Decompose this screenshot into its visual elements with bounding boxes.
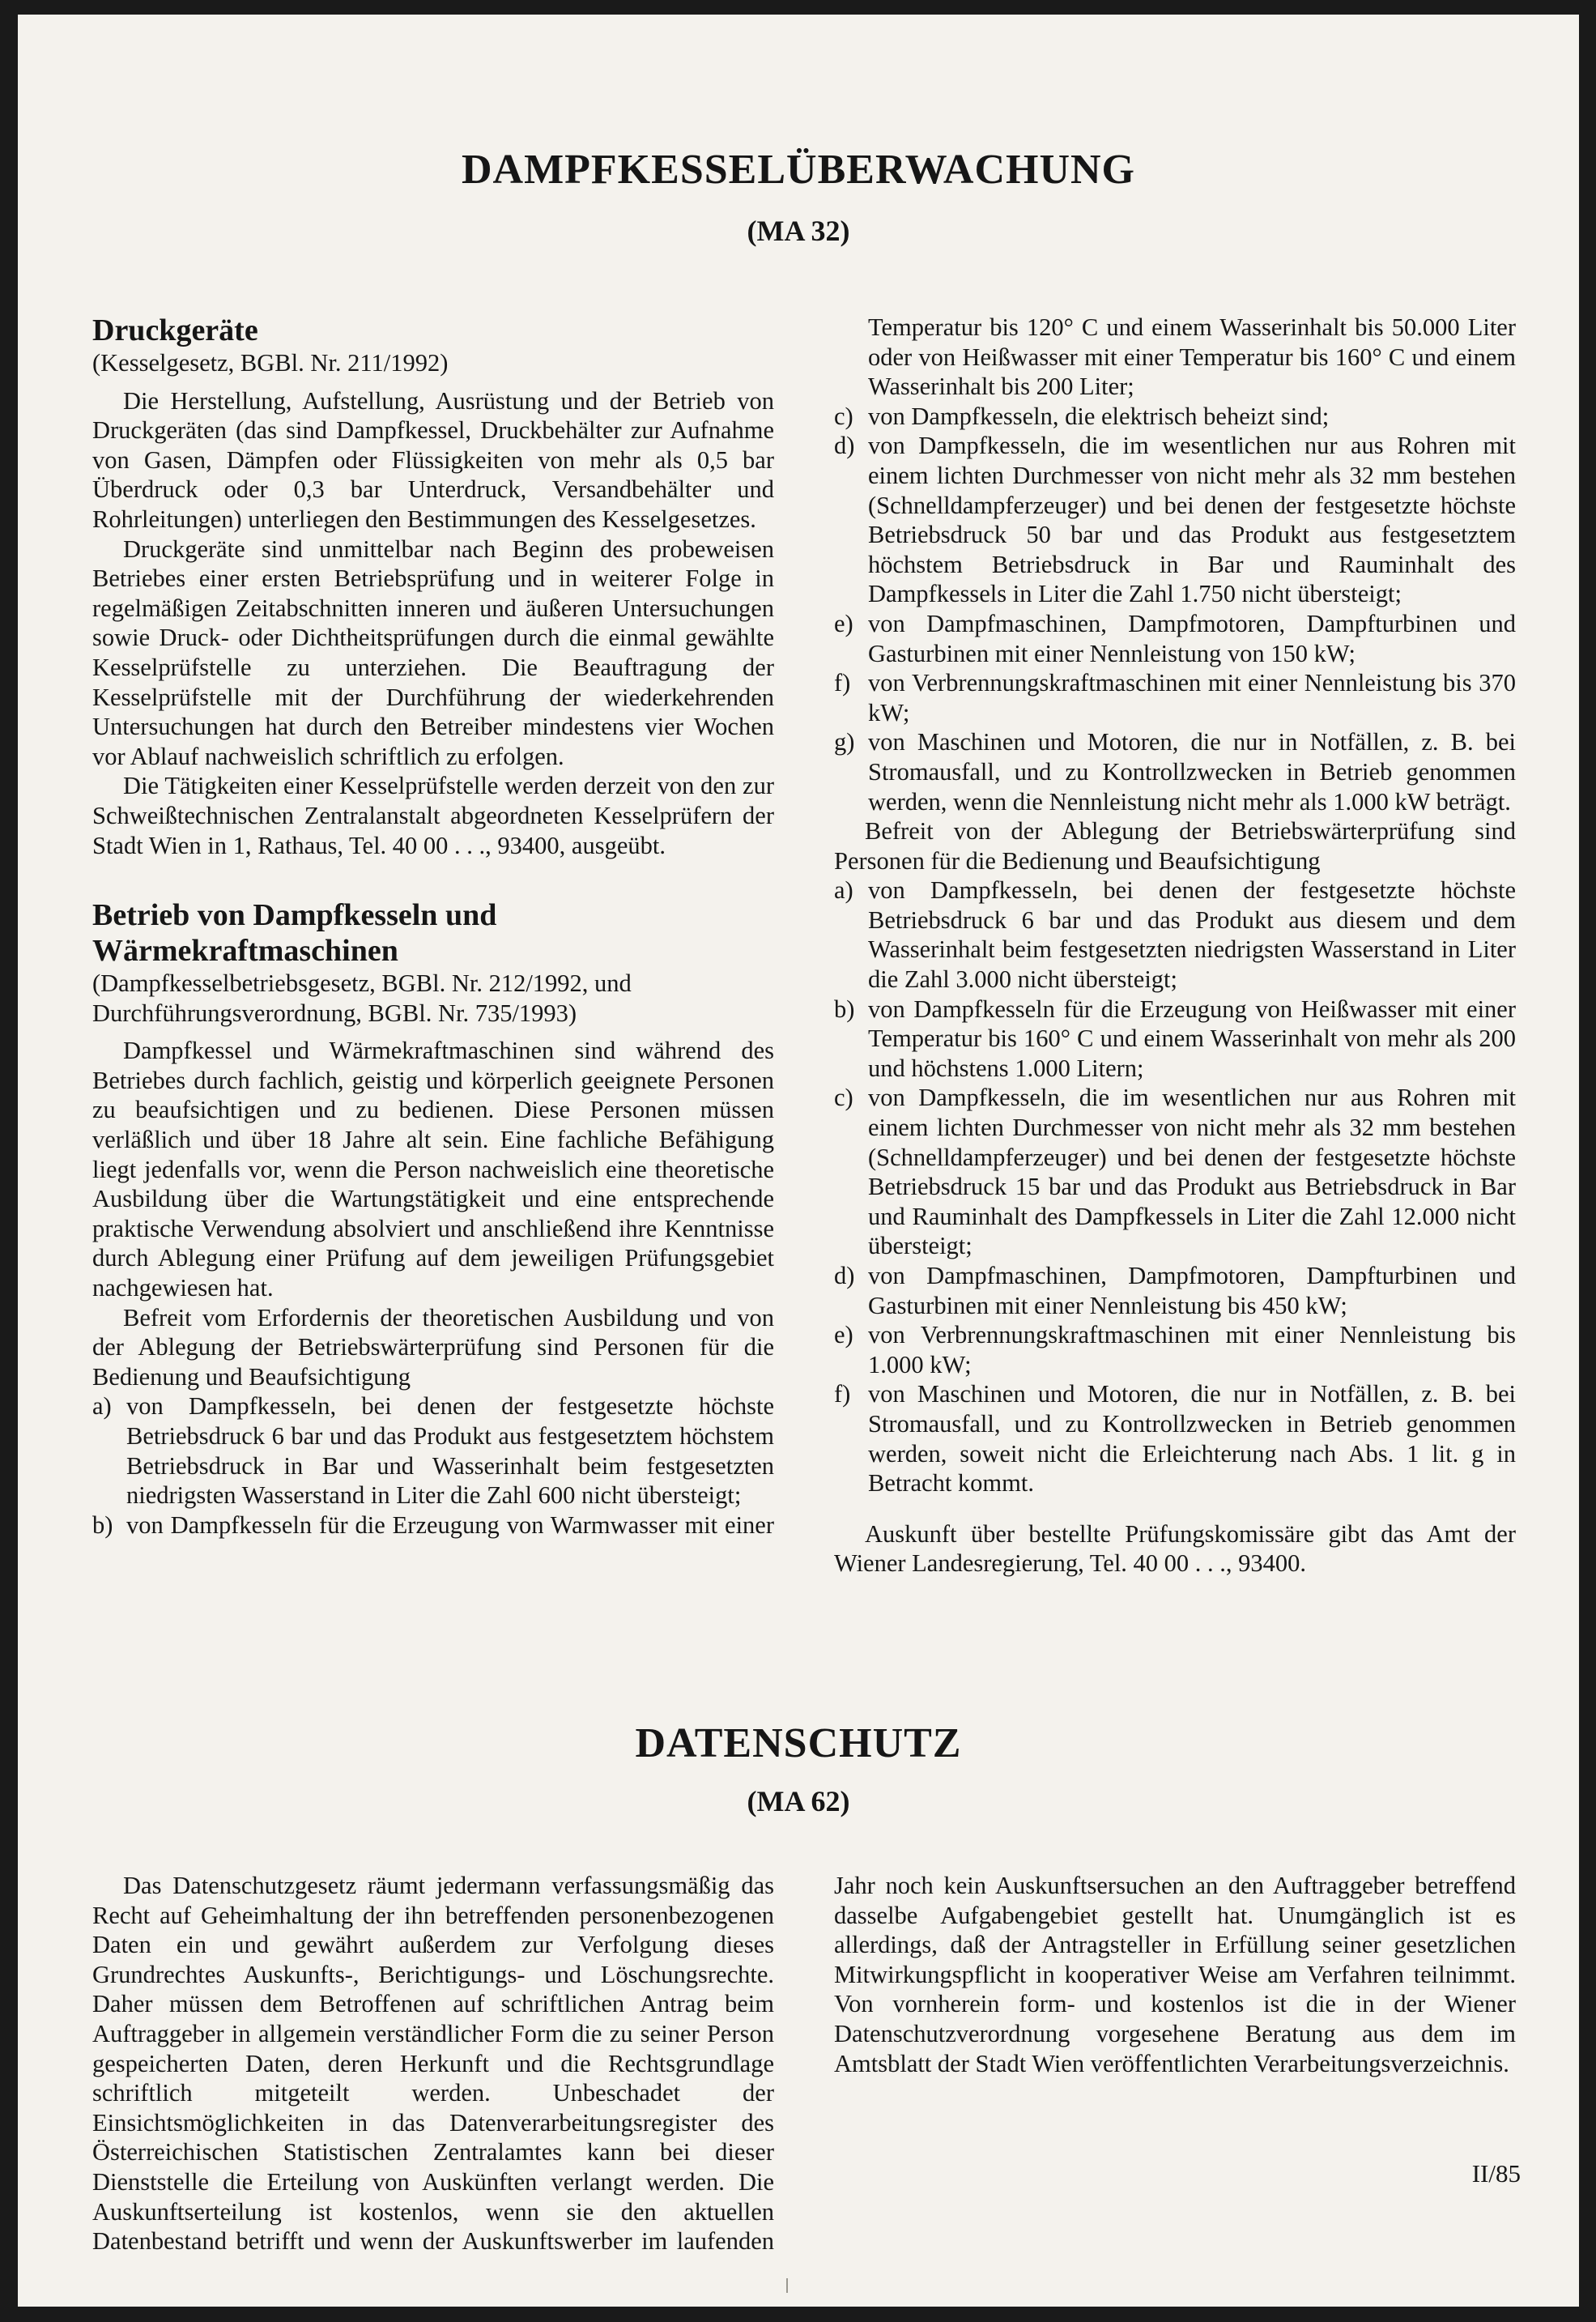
list-item-text: von Dampfmaschinen, Dampfmotoren, Dampfturbinen und Gasturbinen mit einer Nennleistung von 150 kW; (868, 609, 1516, 667)
list-item (834, 313, 1516, 402)
list-item-marker: a) (92, 1392, 112, 1421)
list-item (834, 431, 1516, 609)
dampf-left-column (92, 313, 774, 1540)
list-item-text: von Maschinen und Motoren, die nur in Notfällen, z. B. bei Stromausfall, und zu Kontrollzwecken in Betrieb genommen werden, soweit nicht die Erleichterung nach Abs. 1 lit. g in Betracht kommt. (868, 1380, 1516, 1498)
list-item-marker: g) (834, 728, 855, 756)
heading-druckgeraete: Druckgeräte (92, 313, 258, 347)
list-item (834, 402, 1516, 432)
law-reference-kesselgesetz: (Kesselgesetz, BGBl. Nr. 211/1992) (92, 349, 449, 377)
list-item-text: von Dampfkesseln für die Erzeugung von Warmwasser mit einer (126, 1510, 774, 1539)
list-item-text: von Dampfkesseln, die im wesentlichen nur aus Rohren mit einem lichten Durchmesser von nicht mehr als 32 mm bestehen (Schnelldampferzeuger) und bei denen der festgesetzte höchste Betriebsdruck 50 bar und das Produkt aus festgesetztem höchstem Betriebsdruck in Bar und Rauminhalt des Dampfkessels in Liter die Zahl 1.750 nicht übersteigt; (868, 432, 1516, 608)
binding-mark (786, 2278, 788, 2293)
list-item (834, 995, 1516, 1084)
exemption-list-1 (92, 1391, 774, 1540)
datenschutz-left-column (92, 1871, 774, 2256)
section-subtitle-ma62: (MA 62) (747, 1785, 850, 1817)
law-reference-dampfkesselbetriebsgesetz: (Dampfkesselbetriebsgesetz, BGBl. Nr. 212/1992, und Durchführungsverordnung, BGBl. Nr. 735/1993) (92, 969, 632, 1027)
paragraph: Die Tätigkeiten einer Kesselprüfstelle werden derzeit von den zur Schweißtechnischen Zentralanstalt abgeordneten Kesselprüfern der Stadt Wien in 1, Rathaus, Tel. 40 00 . . ., 93400, ausgeübt. (92, 772, 774, 859)
spacer (92, 860, 774, 897)
list-item-marker: e) (834, 609, 853, 637)
paragraph: Das Datenschutzgesetz räumt jedermann verfassungsmäßig das Recht auf Geheimhaltung der ihn betreffenden personenbezogenen Daten ein und gewährt außerdem zur Verfolgung dieses Grundrechtes Auskunfts-, Berichtigungs- und Löschungsrechte. Daher müssen dem Betroffenen auf schriftlichen Antrag beim Auftraggeber in allgemein verständlicher Form die zu seiner Person gespeicherten Daten, deren Herkunft und die Rechtsgrundlage schriftlich mitgeteilt werden. Unbeschadet der Einsichtsmöglichkeiten in das Datenverarbeitungsregister des Österreichischen Statistischen Zentralamtes kann bei dieser Dienststelle die Erteilung von Auskünften verlangt werden. Die Auskunftserteilung ist kostenlos, wenn sie den aktuellen Datenbestand betrifft und wenn der Auskunftswerber im laufenden (92, 1872, 774, 2256)
list-item (834, 876, 1516, 994)
list-item-text: von Verbrennungskraftmaschinen mit einer Nennleistung bis 1.000 kW; (868, 1321, 1516, 1378)
list-item-marker: e) (834, 1321, 853, 1349)
section-title-datenschutz: DATENSCHUTZ (635, 1720, 962, 1766)
list-item-text: von Verbrennungskraftmaschinen mit einer Nennleistung bis 370 kW; (868, 669, 1516, 726)
list-item-marker: b) (834, 995, 855, 1023)
exemption-list-1-continued (834, 313, 1516, 816)
paragraph: Befreit vom Erfordernis der theoretischen Ausbildung und von der Ablegung der Betriebswärterprüfung sind Personen für die Bedienung und Beaufsichtigung (92, 1303, 774, 1391)
dampf-right-column (834, 313, 1516, 1579)
section-title-dampfkessel: DAMPFKESSELÜBERWACHUNG (461, 147, 1136, 193)
list-item (834, 668, 1516, 727)
list-item-marker: a) (834, 876, 853, 905)
exemption-list-2 (834, 876, 1516, 1498)
list-item-marker: d) (834, 1262, 855, 1289)
list-item (834, 1320, 1516, 1379)
paragraph: Dampfkessel und Wärmekraftmaschinen sind während des Betriebes durch fachlich, geistig und körperlich geeignete Personen zu beaufsichtigen und zu bedienen. Diese Personen müssen verläßlich und über 18 Jahre alt sein. Eine fachliche Befähigung liegt jedenfalls vor, wenn die Person nachweislich eine theoretische Ausbildung über die Wartungstätigkeit und eine entsprechende praktische Verwendung absolviert und anschließend ihre Kenntnisse durch Ablegung einer Prüfung auf dem jeweiligen Prüfungsgebiet nachgewiesen hat. (92, 1037, 774, 1302)
list-item-text: von Dampfkesseln, die elektrisch beheizt sind; (868, 402, 1330, 430)
list-item-text: von Dampfkesseln, die im wesentlichen nur aus Rohren mit einem lichten Durchmesser von nicht mehr als 32 mm bestehen (Schnelldampferzeuger) und bei denen der festgesetzte höchste Betriebsdruck 15 bar und das Produkt aus Betriebsdruck in Bar und Rauminhalt des Dampfkessels in Liter die Zahl 12.000 nicht übersteigt; (868, 1084, 1516, 1260)
section-subtitle-ma32: (MA 32) (747, 215, 850, 247)
list-item-text: von Maschinen und Motoren, die nur in Notfällen, z. B. bei Stromausfall, und zu Kontrollzwecken in Betrieb genommen werden, wenn die Nennleistung nicht mehr als 1.000 kW beträgt. (868, 728, 1516, 816)
paragraph: Die Herstellung, Aufstellung, Ausrüstung und der Betrieb von Druckgeräten (das sind Dampfkessel, Druckbehälter zur Aufnahme von Gasen, Dämpfen oder Flüssigkeiten von mehr als 0,5 bar Überdruck oder 0,3 bar Unterdruck, Versandbehälter und Rohrleitungen) unterliegen den Bestimmungen des Kesselgesetzes. (92, 386, 774, 533)
list-item (834, 609, 1516, 668)
list-item-marker: c) (834, 402, 853, 430)
list-item (834, 1083, 1516, 1261)
list-item (834, 1379, 1516, 1498)
paragraph: Jahr noch kein Auskunftsersuchen an den Auftraggeber betreffend dasselbe Aufgabengebiet gestellt hat. Unumgänglich ist es allerdings, daß der Antragsteller in Erfüllung seiner gesetzlichen Mitwirkungspflicht in kooperativer Weise am Verfahren teilnimmt. Von vornherein form- und kostenlos ist die in der Wiener Datenschutzverordnung vorgesehene Beratung aus dem im Amtsblatt der Stadt Wien veröffentlichten Verarbeitungsverzeichnis. (834, 1872, 1516, 2077)
datenschutz-right-column (834, 1871, 1516, 2078)
paragraph: Druckgeräte sind unmittelbar nach Beginn des probeweisen Betriebes einer ersten Betriebsprüfung und in weiterer Folge in regelmäßigen Zeitabschnitten inneren und äußeren Untersuchungen sowie Druck- oder Dichtheitsprüfungen durch die einmal gewählte Kesselprüfstelle zu unterziehen. Die Beauftragung der Kesselprüfstelle mit der Durchführung der wiederkehrenden Untersuchungen hat durch den Betreiber mindestens vier Wochen vor Ablauf nachweislich schriftlich zu erfolgen. (92, 535, 774, 770)
list-item-marker: d) (834, 432, 855, 460)
heading-betrieb-dampfkessel: Betrieb von Dampfkesseln und Wärmekraftmaschinen (92, 898, 497, 969)
list-item (834, 727, 1516, 816)
paragraph: Befreit von der Ablegung der Betriebswärterprüfung sind Personen für die Bedienung und Beaufsichtigung (834, 817, 1516, 875)
list-item-marker: b) (92, 1510, 113, 1539)
spacer (834, 1498, 1516, 1519)
list-item-text: von Dampfmaschinen, Dampfmotoren, Dampfturbinen und Gasturbinen mit einer Nennleistung bis 450 kW; (868, 1262, 1516, 1319)
list-item-marker: c) (834, 1084, 853, 1112)
list-item (92, 1510, 774, 1540)
list-item-text: von Dampfkesseln, bei denen der festgesetzte höchste Betriebsdruck 6 bar und das Produkt aus festgesetztem höchstem Betriebsdruck in Bar und Wasserinhalt beim festgesetzten niedrigsten Wasserstand in Liter die Zahl 600 nicht übersteigt; (126, 1392, 774, 1510)
list-item (92, 1391, 774, 1510)
list-item-marker: f) (834, 669, 851, 697)
page-number: II/85 (1471, 2159, 1521, 2188)
list-item-text: Temperatur bis 120° C und einem Wasserinhalt bis 50.000 Liter oder von Heißwasser mit einer Temperatur bis 160° C und einem Wasserinhalt bis 200 Liter; (868, 313, 1516, 401)
list-item-marker: f) (834, 1380, 851, 1408)
list-item-text: von Dampfkesseln, bei denen der festgesetzte höchste Betriebsdruck 6 bar und das Produkt aus diesem und dem Wasserinhalt beim festgesetzten niedrigsten Wasserstand in Liter die Zahl 3.000 nicht übersteigt; (868, 876, 1516, 994)
document-page (18, 15, 1579, 2307)
list-item-text: von Dampfkesseln für die Erzeugung von Heißwasser mit einer Temperatur bis 160° C und einem Wasserinhalt von mehr als 200 und höchstens 1.000 Litern; (868, 995, 1516, 1082)
list-item (834, 1261, 1516, 1320)
paragraph-auskunft: Auskunft über bestellte Prüfungskomissäre gibt das Amt der Wiener Landesregierung, Tel. 40 00 . . ., 93400. (834, 1519, 1516, 1578)
